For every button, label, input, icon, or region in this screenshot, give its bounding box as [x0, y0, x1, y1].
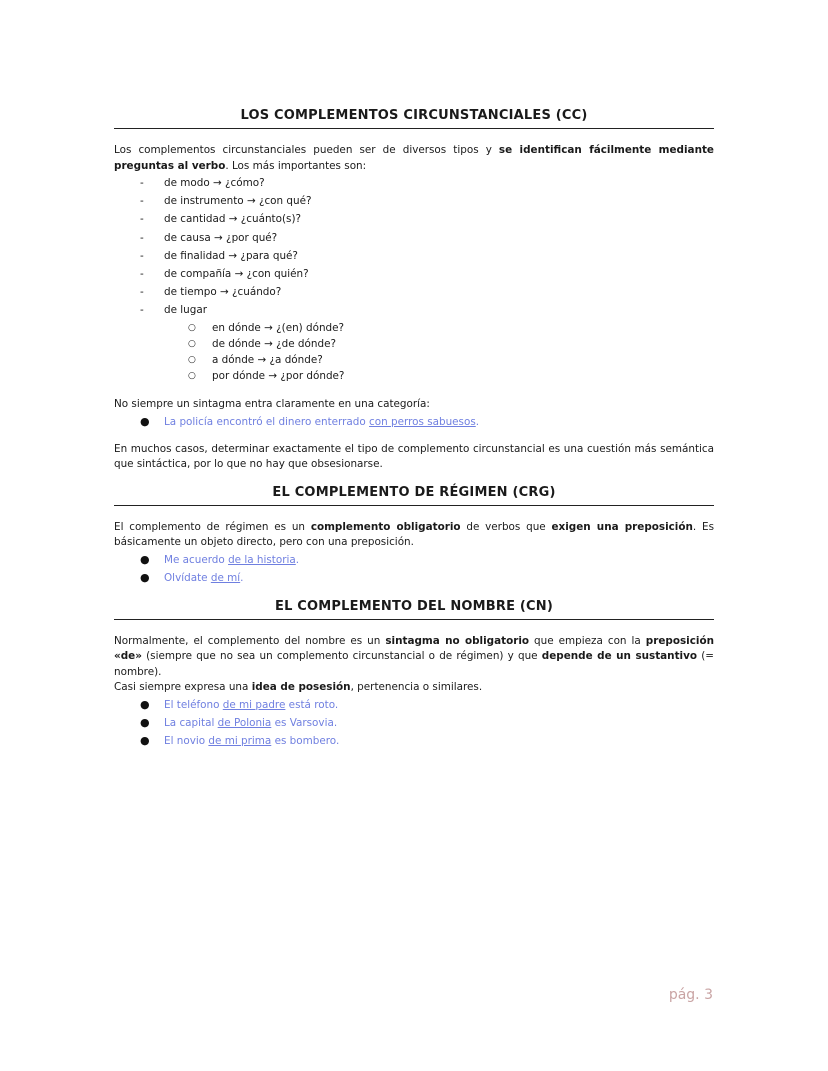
cc-lugar-sublist [114, 320, 714, 385]
list-item: ○ a dónde → ¿a dónde? [188, 354, 323, 367]
list-item: - de modo → ¿cómo? [140, 177, 265, 189]
document-page [114, 108, 714, 750]
crg-paragraph: El complemento de régimen es un complemento obligatorio de verbos que exigen una preposición. Es básicamente un objeto directo, pero con una preposición. [114, 520, 714, 549]
example-item: ● El teléfono de mi padre está roto. [140, 697, 339, 711]
cc-example-list [114, 413, 714, 431]
section-title-crg: EL COMPLEMENTO DE RÉGIMEN (CRG) [114, 485, 714, 506]
cc-closing: En muchos casos, determinar exactamente el tipo de complemento circunstancial es una cuestión más semántica que sintáctica, por lo que no hay que obsesionarse. [114, 442, 714, 471]
page-number: pág. 3 [668, 987, 713, 1003]
example-item: ● La capital de Polonia es Varsovia. [140, 715, 338, 729]
list-item: - de finalidad → ¿para qué? [140, 249, 298, 262]
cn-example-list [114, 696, 714, 750]
list-item: - de cantidad → ¿cuánto(s)? [140, 213, 302, 226]
list-item: - de compañía → ¿con quién? [140, 268, 309, 281]
example-item: ● La policía encontró el dinero enterrado con perros sabuesos. [140, 414, 480, 428]
list-item: - de causa → ¿por qué? [140, 231, 278, 244]
cn-paragraph: Normalmente, el complemento del nombre es un sintagma no obligatorio que empieza con la preposición «de» (siempre que no sea un complemento circunstancial o de régimen) y que depende de un sustantivo (= nombre). [114, 634, 714, 678]
cc-type-list [114, 174, 714, 320]
section-title-cn: EL COMPLEMENTO DEL NOMBRE (CN) [114, 599, 714, 620]
list-item: ○ por dónde → ¿por dónde? [188, 370, 345, 383]
cc-intro: Los complementos circunstanciales pueden ser de diversos tipos y se identifican fácilmente mediante preguntas al verbo. Los más importantes son: [114, 144, 714, 172]
example-item: ● Me acuerdo de la historia. [140, 552, 300, 566]
list-item: - de tiempo → ¿cuándo? [140, 286, 282, 299]
example-item: ● Olvídate de mí. [140, 570, 244, 584]
list-item: - de lugar [140, 304, 207, 317]
cn-paragraph-2: Casi siempre expresa una idea de posesión, pertenencia o similares. [114, 681, 483, 694]
example-item: ● El novio de mi prima es bombero. [140, 733, 340, 747]
section-title-cc: LOS COMPLEMENTOS CIRCUNSTANCIALES (CC) [114, 108, 714, 129]
list-item: ○ en dónde → ¿(en) dónde? [188, 321, 345, 334]
cc-note: No siempre un sintagma entra claramente en una categoría: [114, 398, 430, 411]
list-item: ○ de dónde → ¿de dónde? [188, 337, 336, 350]
crg-example-list [114, 551, 714, 587]
list-item: - de instrumento → ¿con qué? [140, 195, 312, 208]
